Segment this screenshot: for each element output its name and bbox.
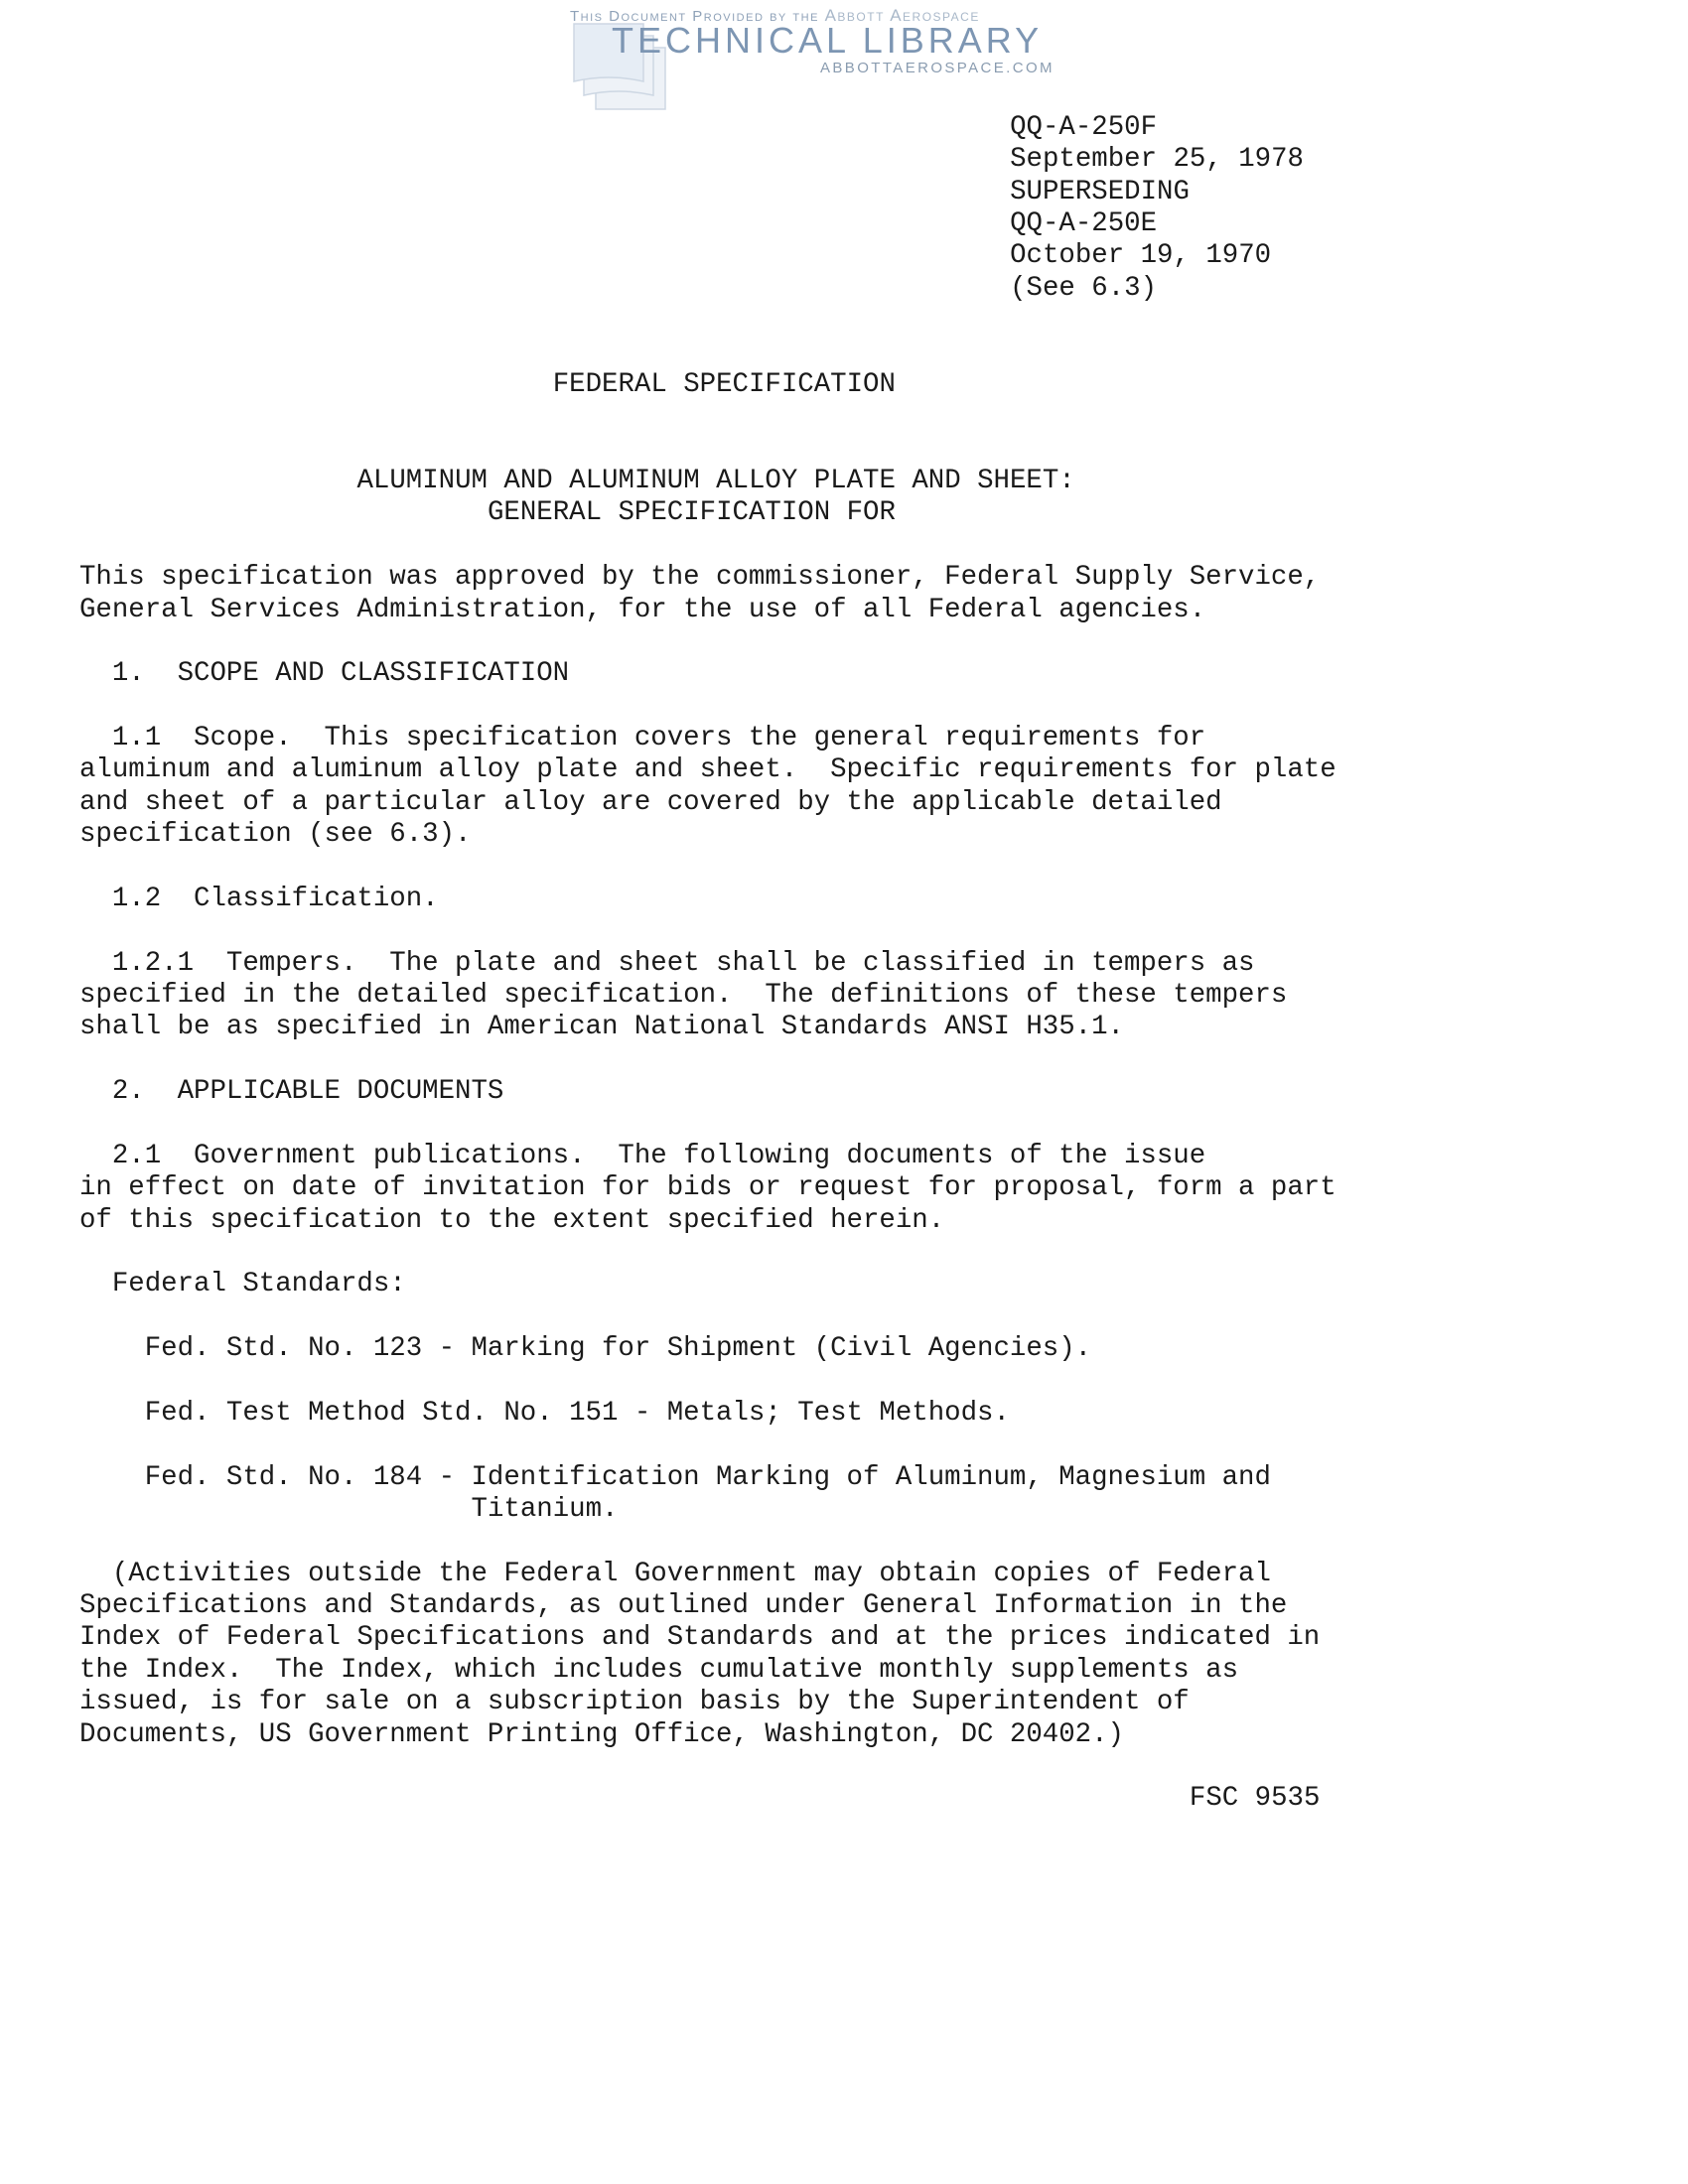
section-1-1-line: 1.1 Scope. This specification covers the general requirements for	[111, 723, 1206, 754]
superseded-date: October 19, 1970	[1010, 240, 1272, 272]
section-1-heading: 1. SCOPE AND CLASSIFICATION	[111, 658, 570, 690]
section-1-2-1-line: specified in the detailed specification. The definitions of these tempers	[79, 979, 1288, 1011]
approval-line: General Services Administration, for the use of all Federal agencies.	[79, 594, 1206, 625]
section-1-1-line: aluminum and aluminum alloy plate and sheet. Specific requirements for plate	[79, 754, 1336, 786]
activities-line: (Activities outside the Federal Government may obtain copies of Federal	[111, 1558, 1271, 1589]
doc-number: QQ-A-250F	[1010, 112, 1158, 143]
activities-line: Index of Federal Specifications and Standards and at the prices indicated in	[79, 1622, 1321, 1654]
title-line: ALUMINUM AND ALUMINUM ALLOY PLATE AND SHEET:	[356, 466, 1075, 497]
federal-standard-item: Fed. Test Method Std. No. 151 - Metals; Test Methods.	[144, 1397, 1010, 1429]
section-2-1-line: of this specification to the extent specified herein.	[79, 1204, 945, 1236]
section-1-2-1-line: 1.2.1 Tempers. The plate and sheet shall be classified in tempers as	[111, 947, 1255, 979]
federal-standard-item: Fed. Std. No. 123 - Marking for Shipment (Civil Agencies).	[144, 1333, 1092, 1365]
title-line: GENERAL SPECIFICATION FOR	[488, 497, 896, 529]
watermark-provided-by: This Document Provided by the	[570, 8, 819, 25]
federal-standards-heading: Federal Standards:	[111, 1269, 406, 1300]
doc-date: September 25, 1978	[1010, 144, 1304, 176]
watermark-url: ABBOTTAEROSPACE.COM	[820, 60, 1055, 76]
watermark-library: TECHNICAL LIBRARY	[612, 20, 1044, 61]
section-1-1-line: and sheet of a particular alloy are covered by the applicable detailed	[79, 786, 1222, 818]
activities-line: the Index. The Index, which includes cumulative monthly supplements as	[79, 1654, 1239, 1686]
fsc-code: FSC 9535	[1189, 1783, 1321, 1815]
watermark-brand: Abbott Aerospace	[824, 6, 980, 25]
section-2-heading: 2. APPLICABLE DOCUMENTS	[111, 1076, 504, 1108]
activities-line: issued, is for sale on a subscription basis by the Superintendent of	[79, 1687, 1190, 1718]
see-reference: (See 6.3)	[1010, 272, 1158, 304]
section-1-2-1-line: shall be as specified in American National Standards ANSI H35.1.	[79, 1012, 1124, 1043]
activities-line: Documents, US Government Printing Office, Washington, DC 20402.)	[79, 1718, 1124, 1750]
activities-line: Specifications and Standards, as outlined under General Information in the	[79, 1590, 1288, 1622]
approval-line: This specification was approved by the commissioner, Federal Supply Service,	[79, 562, 1321, 594]
section-1-2-heading: 1.2 Classification.	[111, 883, 439, 914]
superseded-number: QQ-A-250E	[1010, 208, 1158, 240]
federal-standard-item-continued: Titanium.	[471, 1493, 619, 1525]
section-2-1-line: in effect on date of invitation for bids or request for proposal, form a part	[79, 1172, 1336, 1204]
abbott-aerospace-watermark	[570, 4, 1076, 113]
federal-standard-item: Fed. Std. No. 184 - Identification Marking of Aluminum, Magnesium and	[144, 1461, 1271, 1493]
section-2-1-line: 2.1 Government publications. The following documents of the issue	[111, 1140, 1206, 1171]
section-1-1-line: specification (see 6.3).	[79, 819, 472, 851]
superseding-label: SUPERSEDING	[1010, 176, 1190, 207]
doc-type: FEDERAL SPECIFICATION	[552, 368, 896, 400]
